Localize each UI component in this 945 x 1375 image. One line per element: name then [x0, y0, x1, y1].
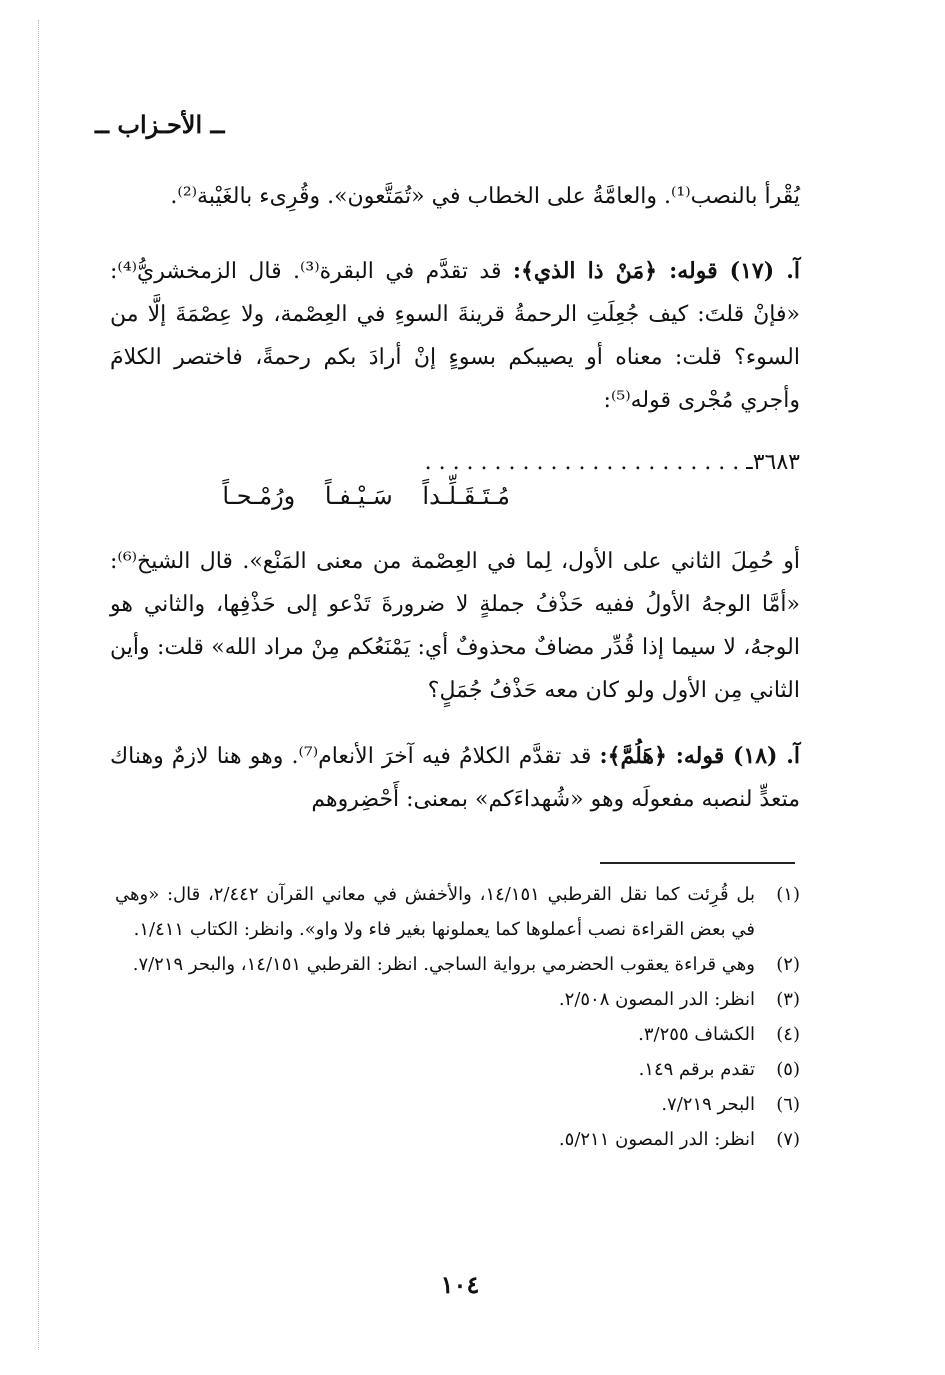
paragraph-4 — [110, 735, 800, 821]
paragraph-2-text: قد تقدَّم في البقرة⁽³⁾. قال الزمخشريُّ⁽⁴⁾: «فإنْ قلتَ: كيف جُعِلَتِ الرحمةُ قرينةَ السوءِ في العِصْمة، ولا عِصْمَةَ إلَّا من السوء؟ قلت: معناه أو يصيبكم بسوءٍ إنْ أرادَ بكم رحمةً، فاختصر الكلامَ وأجري مُجْرى قوله⁽⁵⁾: — [110, 259, 800, 413]
footnotes — [115, 877, 800, 1157]
footnote-item — [115, 1122, 800, 1157]
footnote-number: (٧) — [776, 1129, 800, 1150]
page-number: ١٠٤ — [440, 1270, 480, 1299]
footnote-number: (١) — [776, 884, 800, 905]
footnote-item — [115, 947, 800, 982]
verse-number: ٣٦٨٣ـ . . . . . . . . . . . . . . . . . . . . . . . — [424, 450, 800, 475]
footnote-text: تقدم برقم ١٤٩. — [638, 1059, 755, 1080]
poetry-verse: مُـتَـقَـلِّـداً سَـيْـفـاً ورُمْـحـاً — [222, 482, 510, 510]
footnote-item — [115, 1017, 800, 1052]
paragraph-2 — [110, 250, 800, 422]
footnote-item — [115, 982, 800, 1017]
footnote-number: (٣) — [776, 989, 800, 1010]
paragraph-1: يُقْرأ بالنصب⁽¹⁾. والعامَّةُ على الخطاب في «تُمَتَّعون». وقُرِىء بالغَيْبة⁽²⁾. — [170, 184, 800, 209]
scan-margin-line — [38, 20, 39, 1350]
footnote-item — [115, 877, 800, 947]
footnote-text: البحر ٧/٢١٩. — [661, 1094, 755, 1115]
footnote-number: (٤) — [776, 1024, 800, 1045]
footnote-number: (٦) — [776, 1094, 800, 1115]
verse-reference-18: آ. (١٨) قوله: ﴿هَلُمَّ﴾: — [599, 743, 800, 769]
footnote-text: انظر: الدر المصون ٥/٢١١. — [558, 1129, 755, 1150]
footnote-number: (٢) — [776, 954, 800, 975]
footnote-item — [115, 1087, 800, 1122]
footnote-text: الكشاف ٣/٢٥٥. — [638, 1024, 755, 1045]
verse-reference-17: آ. (١٧) قوله: ﴿مَنْ ذا الذي﴾: — [512, 258, 800, 284]
footnote-text: بل قُرِئت كما نقل القرطبي ١٤/١٥١، والأخفش في معاني القرآن ٢/٤٤٢، قال: «وهي في بعض القراءة نصب أعملوها كما يعملونها بغير فاء ولا واو». وانظر: الكتاب ١/٤١١. — [115, 884, 755, 940]
footnote-number: (٥) — [776, 1059, 800, 1080]
footnote-text: انظر: الدر المصون ٢/٥٠٨. — [558, 989, 755, 1010]
footnote-item — [115, 1052, 800, 1087]
running-header: ــ الأحـزاب ــ — [95, 110, 225, 139]
footnote-text: وهي قراءة يعقوب الحضرمي برواية الساجي. انظر: القرطبي ١٤/١٥١، والبحر ٧/٢١٩. — [132, 954, 755, 975]
paragraph-3: أو حُمِلَ الثاني على الأول، لِما في العِصْمة من معنى المَنْع». قال الشيخ⁽⁶⁾: «أمَّا الوجهُ الأولُ ففيه حَذْفُ جملةٍ لا ضرورةَ تَدْعو إلى حَذْفِها، والثاني هو الوجهُ، لا سيما إذا قُدِّر مضافٌ محذوفٌ أي: يَمْنَعُكم مِنْ مراد الله» قلت: وأين الثاني مِن الأول ولو كان معه حَذْفُ جُمَلٍ؟ — [110, 549, 800, 703]
paragraph-4-text: قد تقدَّم الكلامُ فيه آخرَ الأنعام⁽⁷⁾. وهو هنا لازمٌ وهناك متعدٍّ لنصبه مفعولَه وهو «شُهداءَكم» بمعنى: أَحْضِروهم — [110, 744, 800, 812]
footnote-separator — [600, 862, 795, 864]
